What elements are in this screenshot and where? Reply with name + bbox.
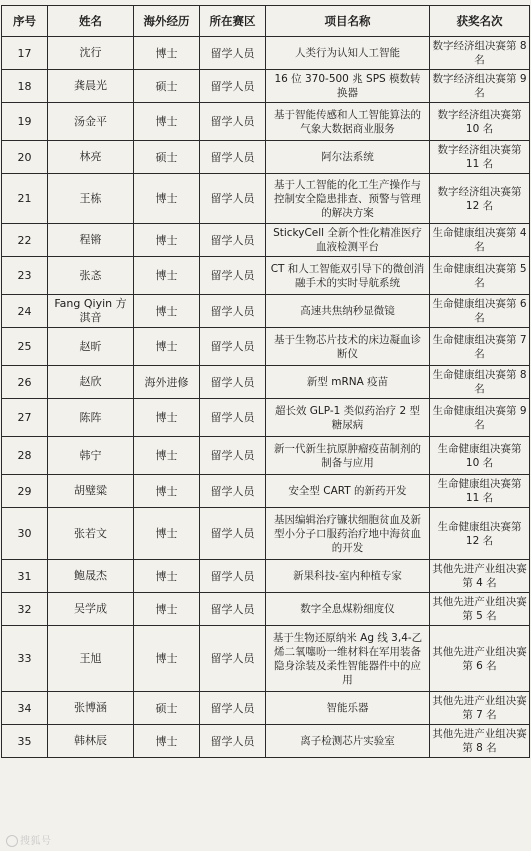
overseas-experience-cell: 博士 [134, 626, 200, 692]
overseas-experience-cell: 博士 [134, 37, 200, 70]
award-rank-cell: 其他先进产业组决赛第 7 名 [430, 692, 530, 725]
region-cell: 留学人员 [200, 692, 266, 725]
table-row [2, 399, 530, 437]
project-name-cell: 数字全息煤粉细度仪 [266, 593, 430, 626]
member-name-cell: 程锵 [48, 224, 134, 257]
row-number-cell: 34 [2, 692, 48, 725]
award-rank-cell: 数字经济组决赛第 11 名 [430, 141, 530, 174]
region-cell: 留学人员 [200, 257, 266, 295]
table-row [2, 70, 530, 103]
row-number-cell: 23 [2, 257, 48, 295]
award-rank-cell: 其他先进产业组决赛第 5 名 [430, 593, 530, 626]
member-name-cell: 王栋 [48, 174, 134, 224]
row-number-cell: 35 [2, 725, 48, 758]
row-number-cell: 18 [2, 70, 48, 103]
overseas-experience-cell: 博士 [134, 174, 200, 224]
watermark-logo-icon [6, 835, 18, 847]
region-cell: 留学人员 [200, 560, 266, 593]
project-name-cell: 基于生物还原纳米 Ag 线 3,4-乙烯二氧噻吩一维材料在军用装备隐身涂装及柔性智能器件中的应用 [266, 626, 430, 692]
region-cell: 留学人员 [200, 508, 266, 560]
row-number-cell: 17 [2, 37, 48, 70]
row-number-cell: 22 [2, 224, 48, 257]
award-rank-cell: 数字经济组决赛第 8 名 [430, 37, 530, 70]
project-name-cell: StickyCell 全新个性化精准医疗血液检测平台 [266, 224, 430, 257]
table-row [2, 257, 530, 295]
member-name-cell: 汤金平 [48, 103, 134, 141]
award-rank-cell: 数字经济组决赛第 12 名 [430, 174, 530, 224]
row-number-cell: 31 [2, 560, 48, 593]
member-name-cell: 张忞 [48, 257, 134, 295]
award-rank-cell: 生命健康组决赛第 5 名 [430, 257, 530, 295]
award-rank-cell: 数字经济组决赛第 10 名 [430, 103, 530, 141]
member-name-cell: 赵欣 [48, 366, 134, 399]
overseas-experience-cell: 硕士 [134, 692, 200, 725]
table-row [2, 295, 530, 328]
project-name-cell: 新型 mRNA 疫苗 [266, 366, 430, 399]
award-rank-cell: 其他先进产业组决赛第 4 名 [430, 560, 530, 593]
award-rank-cell: 生命健康组决赛第 12 名 [430, 508, 530, 560]
region-cell: 留学人员 [200, 399, 266, 437]
header-project: 项目名称 [266, 6, 430, 37]
region-cell: 留学人员 [200, 328, 266, 366]
region-cell: 留学人员 [200, 366, 266, 399]
member-name-cell: 王旭 [48, 626, 134, 692]
project-name-cell: 阿尔法系统 [266, 141, 430, 174]
member-name-cell: Fang Qiyin 方淇音 [48, 295, 134, 328]
overseas-experience-cell: 博士 [134, 224, 200, 257]
row-number-cell: 21 [2, 174, 48, 224]
table-row [2, 174, 530, 224]
table-row [2, 366, 530, 399]
project-name-cell: 新一代新生抗原肿瘤疫苗制剂的制备与应用 [266, 437, 430, 475]
member-name-cell: 韩宁 [48, 437, 134, 475]
row-number-cell: 32 [2, 593, 48, 626]
overseas-experience-cell: 博士 [134, 508, 200, 560]
member-name-cell: 吴学成 [48, 593, 134, 626]
table-row [2, 560, 530, 593]
project-name-cell: 16 位 370-500 兆 SPS 模数转换器 [266, 70, 430, 103]
region-cell: 留学人员 [200, 70, 266, 103]
overseas-experience-cell: 海外进修 [134, 366, 200, 399]
region-cell: 留学人员 [200, 224, 266, 257]
region-cell: 留学人员 [200, 174, 266, 224]
project-name-cell: 安全型 CART 的新药开发 [266, 475, 430, 508]
header-row [2, 6, 530, 37]
awards-table [1, 5, 530, 758]
row-number-cell: 29 [2, 475, 48, 508]
region-cell: 留学人员 [200, 725, 266, 758]
row-number-cell: 30 [2, 508, 48, 560]
member-name-cell: 鲍晟杰 [48, 560, 134, 593]
member-name-cell: 赵昕 [48, 328, 134, 366]
table-row [2, 692, 530, 725]
project-name-cell: 新果科技-室内种植专家 [266, 560, 430, 593]
header-overseas: 海外经历 [134, 6, 200, 37]
award-rank-cell: 生命健康组决赛第 11 名 [430, 475, 530, 508]
overseas-experience-cell: 博士 [134, 257, 200, 295]
table-row [2, 141, 530, 174]
table-row [2, 626, 530, 692]
member-name-cell: 韩林辰 [48, 725, 134, 758]
overseas-experience-cell: 博士 [134, 103, 200, 141]
row-number-cell: 25 [2, 328, 48, 366]
award-rank-cell: 数字经济组决赛第 9 名 [430, 70, 530, 103]
overseas-experience-cell: 博士 [134, 475, 200, 508]
row-number-cell: 27 [2, 399, 48, 437]
project-name-cell: CT 和人工智能双引导下的微创消融手术的实时导航系统 [266, 257, 430, 295]
row-number-cell: 28 [2, 437, 48, 475]
table-row [2, 37, 530, 70]
overseas-experience-cell: 博士 [134, 593, 200, 626]
overseas-experience-cell: 硕士 [134, 141, 200, 174]
region-cell: 留学人员 [200, 593, 266, 626]
overseas-experience-cell: 博士 [134, 399, 200, 437]
member-name-cell: 张若文 [48, 508, 134, 560]
watermark-text: 搜狐号 [20, 836, 52, 847]
table-row [2, 508, 530, 560]
project-name-cell: 离子检测芯片实验室 [266, 725, 430, 758]
table-row [2, 328, 530, 366]
region-cell: 留学人员 [200, 103, 266, 141]
overseas-experience-cell: 博士 [134, 437, 200, 475]
member-name-cell: 张博涵 [48, 692, 134, 725]
header-name: 姓名 [48, 6, 134, 37]
member-name-cell: 胡璧粱 [48, 475, 134, 508]
award-rank-cell: 生命健康组决赛第 7 名 [430, 328, 530, 366]
project-name-cell: 基于生物芯片技术的床边凝血诊断仪 [266, 328, 430, 366]
project-name-cell: 基于智能传感和人工智能算法的气象大数据商业服务 [266, 103, 430, 141]
region-cell: 留学人员 [200, 141, 266, 174]
award-rank-cell: 其他先进产业组决赛第 8 名 [430, 725, 530, 758]
region-cell: 留学人员 [200, 37, 266, 70]
region-cell: 留学人员 [200, 437, 266, 475]
award-rank-cell: 其他先进产业组决赛第 6 名 [430, 626, 530, 692]
table-row [2, 475, 530, 508]
header-award: 获奖名次 [430, 6, 530, 37]
region-cell: 留学人员 [200, 475, 266, 508]
overseas-experience-cell: 博士 [134, 295, 200, 328]
table-row [2, 437, 530, 475]
header-no: 序号 [2, 6, 48, 37]
project-name-cell: 基于人工智能的化工生产操作与控制安全隐患排查、预警与管理的解决方案 [266, 174, 430, 224]
table-row [2, 224, 530, 257]
row-number-cell: 33 [2, 626, 48, 692]
project-name-cell: 基因编辑治疗镰状细胞贫血及新型小分子口服药治疗地中海贫血的开发 [266, 508, 430, 560]
table-row [2, 725, 530, 758]
project-name-cell: 智能乐器 [266, 692, 430, 725]
project-name-cell: 超长效 GLP-1 类似药治疗 2 型糖尿病 [266, 399, 430, 437]
award-rank-cell: 生命健康组决赛第 8 名 [430, 366, 530, 399]
member-name-cell: 陈阵 [48, 399, 134, 437]
award-rank-cell: 生命健康组决赛第 9 名 [430, 399, 530, 437]
award-rank-cell: 生命健康组决赛第 6 名 [430, 295, 530, 328]
row-number-cell: 20 [2, 141, 48, 174]
row-number-cell: 26 [2, 366, 48, 399]
region-cell: 留学人员 [200, 626, 266, 692]
watermark [6, 832, 52, 847]
row-number-cell: 24 [2, 295, 48, 328]
member-name-cell: 龚晨光 [48, 70, 134, 103]
member-name-cell: 沈行 [48, 37, 134, 70]
overseas-experience-cell: 博士 [134, 560, 200, 593]
table-row [2, 593, 530, 626]
region-cell: 留学人员 [200, 295, 266, 328]
row-number-cell: 19 [2, 103, 48, 141]
overseas-experience-cell: 博士 [134, 725, 200, 758]
overseas-experience-cell: 硕士 [134, 70, 200, 103]
project-name-cell: 高速共焦纳秒显微镜 [266, 295, 430, 328]
overseas-experience-cell: 博士 [134, 328, 200, 366]
award-rank-cell: 生命健康组决赛第 10 名 [430, 437, 530, 475]
project-name-cell: 人类行为认知人工智能 [266, 37, 430, 70]
header-region: 所在赛区 [200, 6, 266, 37]
award-rank-cell: 生命健康组决赛第 4 名 [430, 224, 530, 257]
member-name-cell: 林亮 [48, 141, 134, 174]
table-row [2, 103, 530, 141]
